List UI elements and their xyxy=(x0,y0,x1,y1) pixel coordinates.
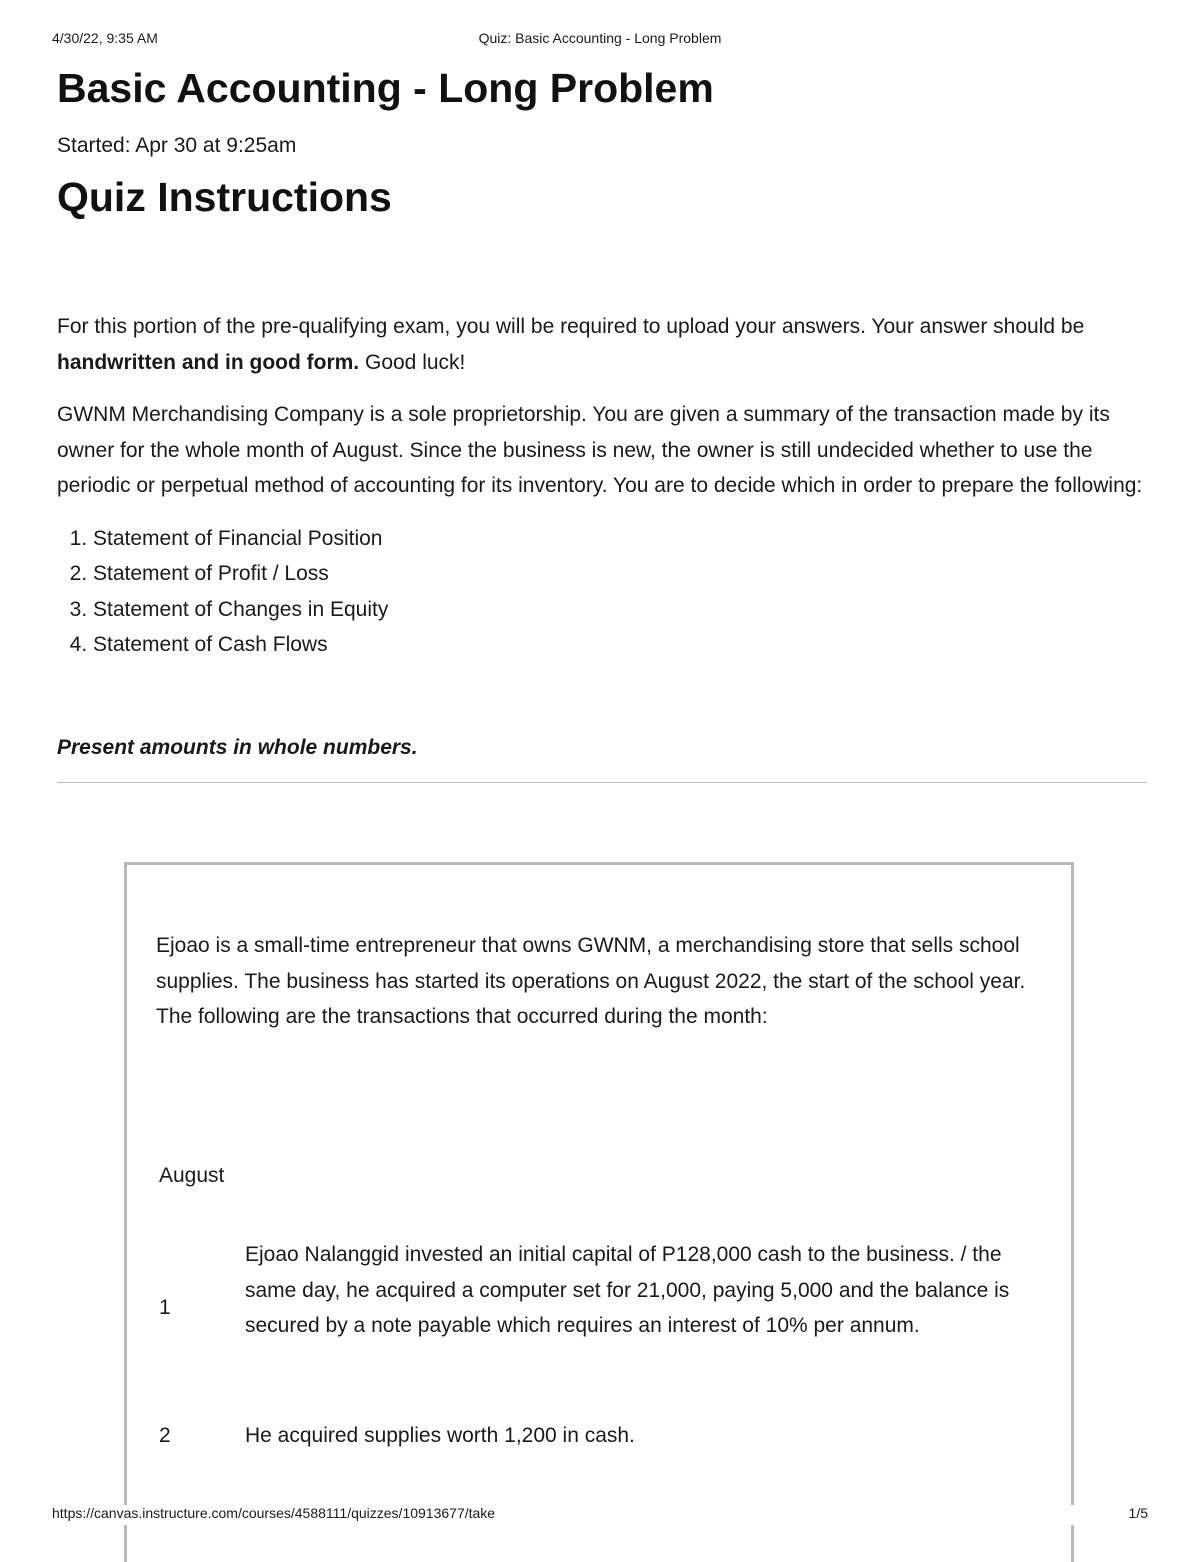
upload-text-bold: handwritten and in good form. xyxy=(57,350,360,374)
instructions-heading: Quiz Instructions xyxy=(57,174,392,220)
transaction-description: Ejoao Nalanggid invested an initial capital of P128,000 cash to the business. / the same day, he acquired a computer set for 21,000, paying 5,000 and the balance is secured by a note payable which requires an interest of 10% per annum. xyxy=(245,1243,1010,1337)
instructions-paragraph-upload xyxy=(57,309,1147,380)
instructions-paragraph-company: GWNM Merchandising Company is a sole proprietorship. You are given a summary of the transaction made by its owner for the whole month of August. Since the business is new, the owner is still undecided whether to use the periodic or perpetual method of accounting for its inventory. You are to decide which in order to prepare the following: xyxy=(57,403,1143,497)
upload-text-post: Good luck! xyxy=(359,350,466,374)
whole-numbers-note: Present amounts in whole numbers. xyxy=(57,735,418,759)
statements-list xyxy=(57,521,1147,663)
page-number: 1/5 xyxy=(1128,1505,1148,1521)
transaction-description: He acquired supplies worth 1,200 in cash. xyxy=(245,1424,635,1447)
month-label: August xyxy=(159,1164,225,1187)
started-time: Started: Apr 30 at 9:25am xyxy=(57,134,297,157)
print-page-title: Quiz: Basic Accounting - Long Problem xyxy=(478,30,722,46)
print-footer xyxy=(52,1505,1148,1525)
section-divider xyxy=(57,782,1147,783)
page-url: https://canvas.instructure.com/courses/4588111/quizzes/10913677/take xyxy=(52,1505,496,1521)
transaction-day: 1 xyxy=(159,1296,171,1319)
upload-text-pre: For this portion of the pre-qualifying exam, you will be required to upload your answers. Your answer should be xyxy=(57,315,1085,338)
transaction-day: 2 xyxy=(159,1424,171,1447)
quiz-content xyxy=(57,62,1147,783)
list-item: 2. Statement of Profit / Loss xyxy=(93,556,1147,592)
list-item: 4. Statement of Cash Flows xyxy=(93,627,1147,663)
question-intro: Ejoao is a small-time entrepreneur that owns GWNM, a merchandising store that sells school supplies. The business has started its operations on August 2022, the start of the school year. The following are the transactions that occurred during the month: xyxy=(156,934,1026,1028)
print-header xyxy=(52,30,1148,50)
quiz-title: Basic Accounting - Long Problem xyxy=(57,65,714,111)
list-item: 3. Statement of Changes in Equity xyxy=(93,592,1147,628)
list-item: 1. Statement of Financial Position xyxy=(93,521,1147,557)
print-datetime: 4/30/22, 9:35 AM xyxy=(52,30,158,46)
question-box xyxy=(124,862,1074,1562)
